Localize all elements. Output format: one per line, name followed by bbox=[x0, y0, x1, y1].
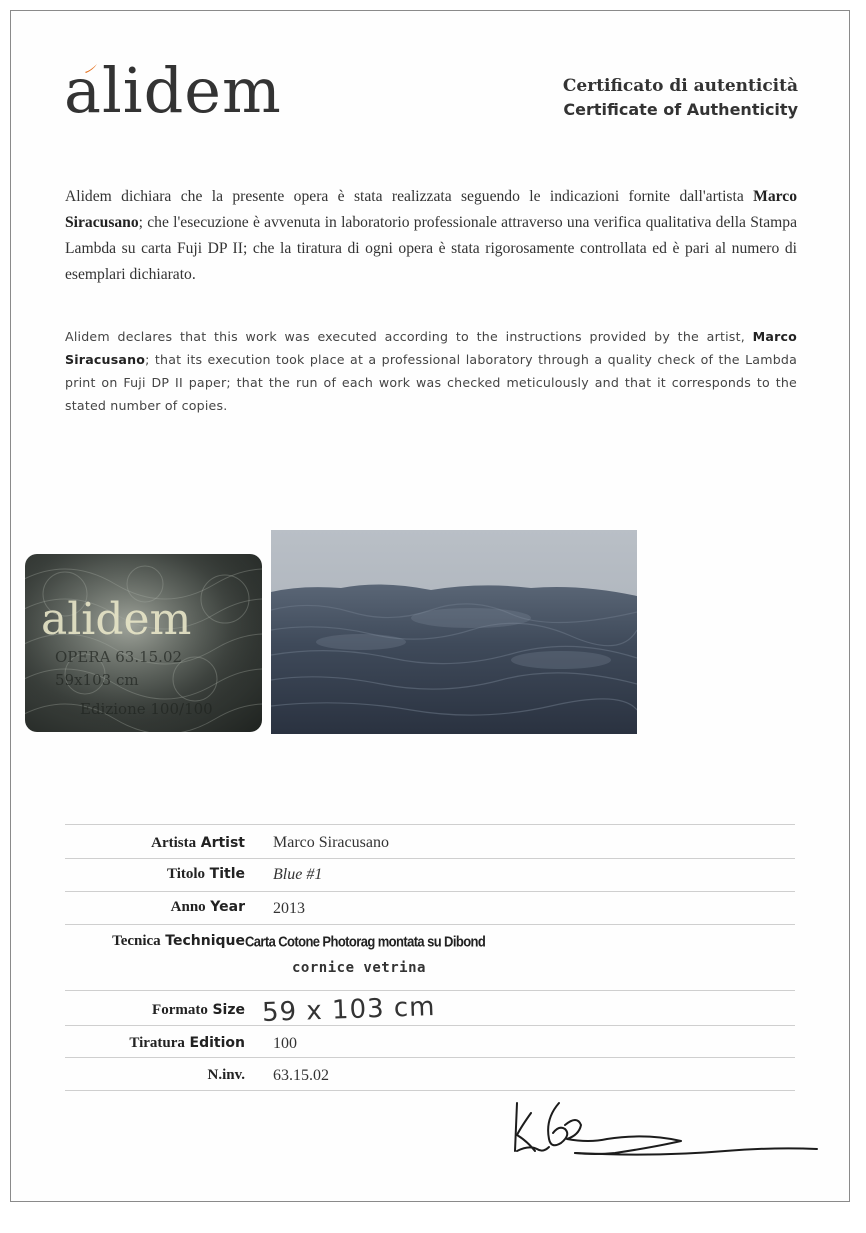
technique-stamp-line-2: cornice vetrina bbox=[292, 960, 426, 976]
artist-value: Marco Siracusano bbox=[273, 834, 389, 851]
edition-value: 100 bbox=[273, 1035, 297, 1052]
hologram-logo: alidem bbox=[41, 594, 192, 645]
logo-text: alidem bbox=[64, 54, 282, 127]
certificate-title-en: Certificate of Authenticity bbox=[563, 100, 798, 119]
detail-row-title bbox=[65, 858, 795, 892]
declaration-en-text-2: ; that its execution took place at a professional laboratory through a quality check of the Lambda print on Fuji DP II paper; that the run of each work was checked meticulously and that it corresponds to the stated number of copies. bbox=[65, 352, 797, 413]
technique-label: Tecnica Technique bbox=[112, 933, 245, 949]
year-value: 2013 bbox=[273, 900, 305, 917]
artist-label: Artista Artist bbox=[151, 835, 245, 851]
declaration-en-artist: Marco Siracusano bbox=[65, 329, 797, 367]
edition-label: Tiratura Edition bbox=[129, 1035, 245, 1051]
logo-accent-icon bbox=[84, 63, 98, 73]
hologram-seal bbox=[25, 554, 262, 732]
table-bottom-rule bbox=[65, 1090, 795, 1091]
declaration-english bbox=[65, 325, 797, 417]
detail-row-inventory bbox=[65, 1057, 795, 1091]
certificate-title-it: Certificato di autenticità bbox=[562, 76, 798, 96]
technique-stamp-line-1: Carta Cotone Photorag montata su Dibond bbox=[245, 933, 486, 950]
declaration-it-artist: Marco Siracusano bbox=[65, 188, 797, 231]
year-label: Anno Year bbox=[170, 899, 245, 915]
declaration-it-text-2: ; che l'esecuzione è avvenuta in laboratorio professionale attraverso una verifica qualitativa della Stampa Lambda su carta Fuji DP II; che la tiratura di ogni opera è stata rigorosamente controllata ed è pari al numero di esemplari dichiarato. bbox=[65, 214, 797, 283]
artwork-thumbnail bbox=[271, 530, 637, 734]
detail-row-edition bbox=[65, 1025, 795, 1059]
declaration-it-text-1: Alidem dichiara che la presente opera è stata realizzata seguendo le indicazioni fornite dall'artista bbox=[65, 188, 754, 205]
artwork-image bbox=[271, 530, 637, 734]
title-value: Blue #1 bbox=[273, 866, 323, 883]
size-label: Formato Size bbox=[152, 1002, 245, 1018]
hologram-line-2: 59x103 cm bbox=[55, 671, 139, 689]
hologram-pattern bbox=[25, 554, 262, 732]
title-label: Titolo Title bbox=[166, 866, 245, 882]
hologram-line-3: Edizione 100/100 bbox=[80, 700, 213, 718]
artist-signature bbox=[505, 1095, 825, 1170]
hologram-line-1: OPERA 63.15.02 bbox=[55, 648, 183, 666]
declaration-en-text-1: Alidem declares that this work was executed according to the instructions provided by the artist, bbox=[65, 329, 753, 344]
detail-row-artist bbox=[65, 824, 795, 858]
detail-row-year bbox=[65, 891, 795, 925]
inventory-label: N.inv. bbox=[207, 1067, 245, 1083]
handwritten-size: 59 x 103 cm bbox=[261, 991, 436, 1029]
inventory-value: 63.15.02 bbox=[273, 1067, 329, 1084]
declaration-italian bbox=[65, 184, 797, 288]
